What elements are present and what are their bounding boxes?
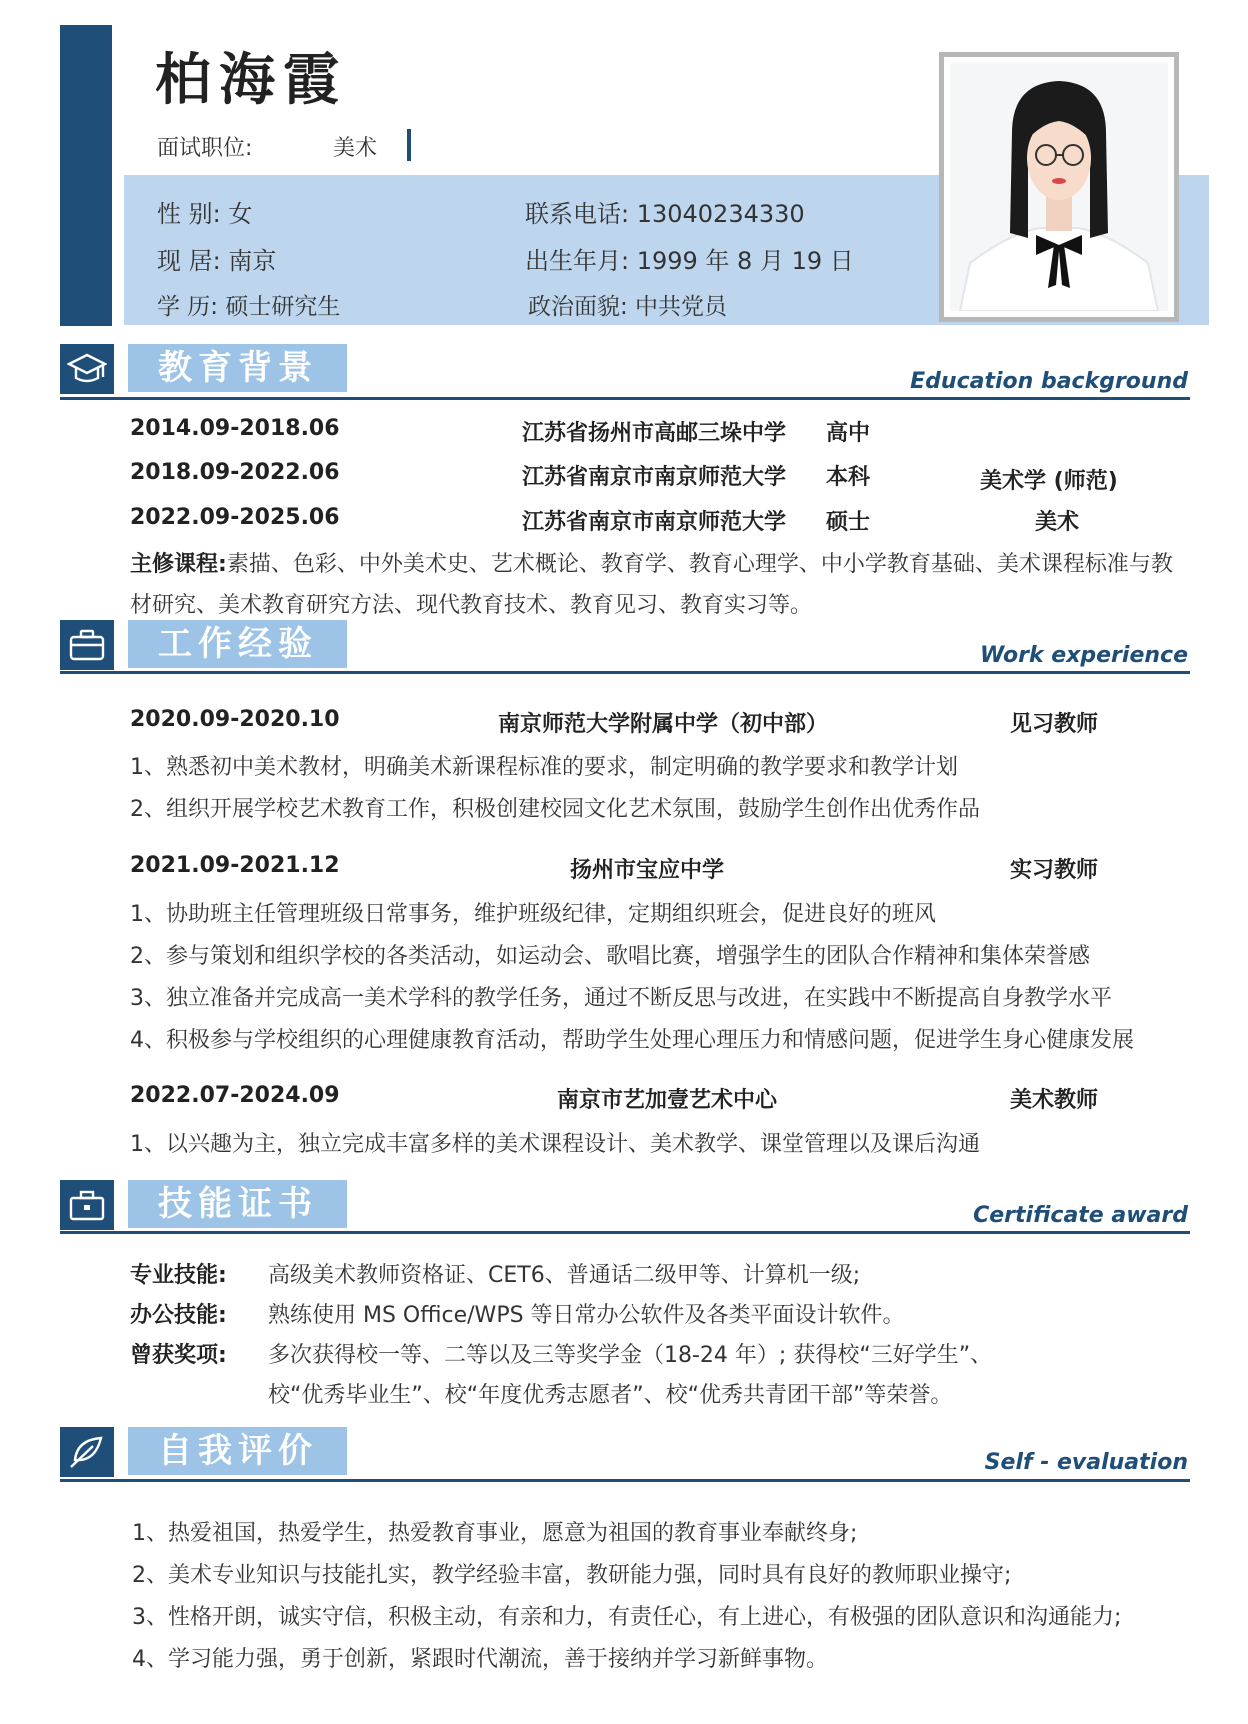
self-item-4: 4、学习能力强，勇于创新，紧跟时代潮流，善于接纳并学习新鲜事物。	[132, 1647, 828, 1672]
job-2-role: 实习教师	[1010, 858, 1099, 883]
edu-courses	[130, 544, 1180, 626]
education-icon-box	[60, 344, 114, 394]
briefcase-icon	[67, 627, 107, 663]
info-political: 政治面貌: 中共党员	[528, 294, 728, 320]
skills-award-label: 曾获奖项:	[130, 1343, 227, 1368]
skills-award-line-2: 校“优秀毕业生”、校“年度优秀志愿者”、校“优秀共青团干部”等荣誉。	[268, 1383, 953, 1408]
edu-row-3-major: 美术	[1035, 510, 1080, 535]
job-1-role: 见习教师	[1010, 712, 1099, 737]
self-item-1: 1、热爱祖国，热爱学生，热爱教育事业，愿意为祖国的教育事业奉献终身;	[132, 1521, 858, 1546]
profile-photo	[950, 63, 1168, 311]
skills-pro-text: 高级美术教师资格证、CET6、普通话二级甲等、计算机一级;	[268, 1263, 861, 1288]
job-3-role: 美术教师	[1010, 1088, 1099, 1113]
info-education: 学 历: 硕士研究生	[157, 294, 341, 320]
candidate-name: 柏海霞	[155, 47, 347, 113]
work-icon-box	[60, 620, 114, 670]
job-2-item-3: 3、独立准备并完成高一美术学科的教学任务，通过不断反思与改进，在实践中不断提高自身教学水平	[130, 986, 1113, 1011]
self-title: 自我评价	[128, 1427, 347, 1475]
work-title-en: Work experience	[979, 643, 1188, 668]
edu-row-2-date: 2018.09-2022.06	[130, 460, 340, 485]
skills-pro-label: 专业技能:	[130, 1263, 227, 1288]
skills-office-label: 办公技能:	[130, 1303, 227, 1328]
position-value: 美术	[333, 136, 378, 161]
skills-award-line-1: 多次获得校一等、二等以及三等奖学金（18-24 年）; 获得校“三好学生”、	[268, 1343, 993, 1368]
edu-row-3-school: 江苏省南京市南京师范大学	[522, 510, 787, 535]
profile-photo-frame	[939, 52, 1179, 322]
edu-row-3-date: 2022.09-2025.06	[130, 505, 340, 530]
graduation-cap-icon	[67, 351, 107, 387]
edu-row-2-degree: 本科	[826, 465, 871, 490]
info-phone: 联系电话: 13040234330	[525, 200, 805, 228]
position-accent-bar	[407, 129, 411, 161]
education-title: 教育背景	[128, 344, 347, 392]
self-item-2: 2、美术专业知识与技能扎实，教学经验丰富，教研能力强，同时具有良好的教师职业操守;	[132, 1563, 1012, 1588]
toolbox-icon	[67, 1187, 107, 1223]
edu-row-2-major: 美术学 (师范)	[980, 469, 1118, 494]
job-2-org: 扬州市宝应中学	[570, 858, 725, 883]
job-2-item-1: 1、协助班主任管理班级日常事务，维护班级纪律，定期组织班会，促进良好的班风	[130, 902, 936, 927]
edu-row-3-degree: 硕士	[826, 510, 871, 535]
job-1-org: 南京师范大学附属中学（初中部）	[498, 712, 829, 737]
self-title-en: Self - evaluation	[984, 1450, 1188, 1475]
self-item-3: 3、性格开朗，诚实守信，积极主动，有亲和力，有责任心，有上进心，有极强的团队意识和沟通能力;	[132, 1605, 1122, 1630]
education-title-en: Education background	[910, 369, 1188, 394]
job-3-date: 2022.07-2024.09	[130, 1083, 340, 1108]
edu-row-1-school: 江苏省扬州市高邮三垛中学	[522, 421, 787, 446]
skills-title: 技能证书	[128, 1180, 347, 1228]
job-2-date: 2021.09-2021.12	[130, 853, 340, 878]
edu-courses-label: 主修课程:	[130, 552, 227, 577]
edu-row-2-school: 江苏省南京市南京师范大学	[522, 465, 787, 490]
edu-row-1-degree: 高中	[826, 421, 871, 446]
work-title: 工作经验	[128, 620, 347, 668]
skills-icon-box	[60, 1180, 114, 1230]
info-birth: 出生年月: 1999 年 8 月 19 日	[525, 247, 854, 275]
education-divider	[60, 397, 1190, 400]
info-gender: 性 别: 女	[157, 200, 253, 228]
job-2-item-4: 4、积极参与学校组织的心理健康教育活动，帮助学生处理心理压力和情感问题，促进学生身心健康发展	[130, 1028, 1135, 1053]
self-icon-box	[60, 1427, 114, 1477]
job-1-date: 2020.09-2020.10	[130, 707, 340, 732]
skills-office-text: 熟练使用 MS Office/WPS 等日常办公软件及各类平面设计软件。	[268, 1303, 905, 1328]
info-residence: 现 居: 南京	[157, 247, 277, 275]
header-side-bar	[60, 25, 112, 326]
job-1-item-2: 2、组织开展学校艺术教育工作，积极创建校园文化艺术氛围，鼓励学生创作出优秀作品	[130, 797, 980, 822]
skills-title-en: Certificate award	[973, 1203, 1188, 1228]
work-divider	[60, 671, 1190, 674]
job-2-item-2: 2、参与策划和组织学校的各类活动，如运动会、歌唱比赛，增强学生的团队合作精神和集体荣誉感	[130, 944, 1091, 969]
skills-divider	[60, 1231, 1190, 1234]
edu-row-1-date: 2014.09-2018.06	[130, 416, 340, 441]
job-1-item-1: 1、熟悉初中美术教材，明确美术新课程标准的要求，制定明确的教学要求和教学计划	[130, 755, 958, 780]
leaf-icon	[67, 1434, 107, 1470]
job-3-org: 南京市艺加壹艺术中心	[557, 1088, 778, 1113]
self-divider	[60, 1479, 1190, 1482]
job-3-item-1: 1、以兴趣为主，独立完成丰富多样的美术课程设计、美术教学、课堂管理以及课后沟通	[130, 1132, 980, 1157]
edu-courses-text: 素描、色彩、中外美术史、艺术概论、教育学、教育心理学、中小学教育基础、美术课程标准与教材研究、美术教育研究方法、现代教育技术、教育见习、教育实习等。	[130, 552, 1173, 618]
position-label: 面试职位:	[157, 136, 253, 161]
